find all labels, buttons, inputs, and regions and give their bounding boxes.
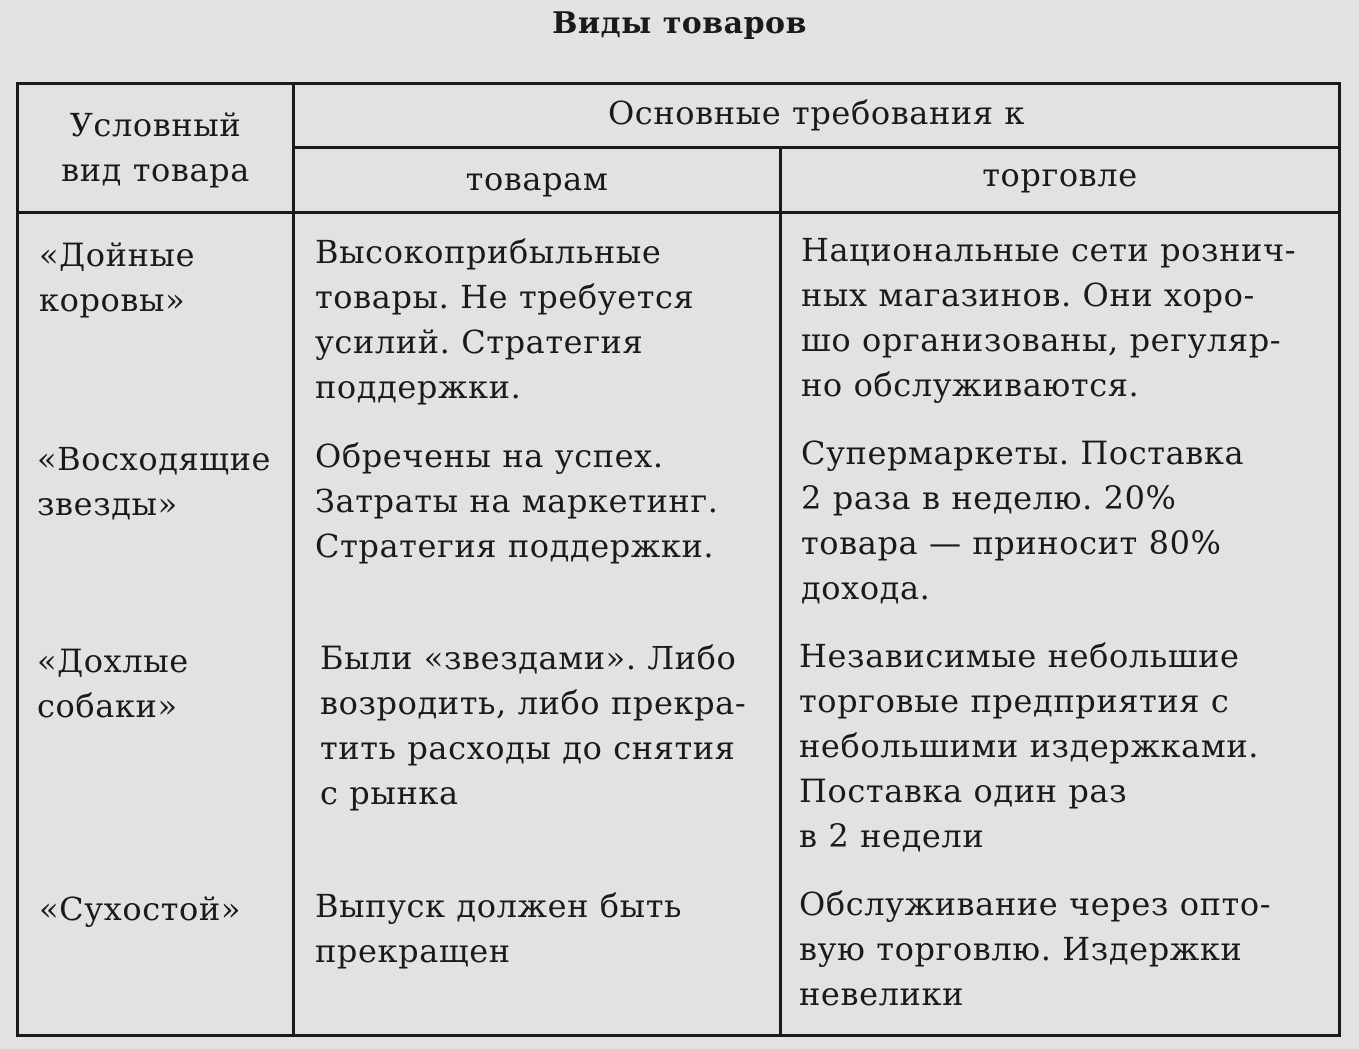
type-cell: «Дойные коровы» (39, 236, 196, 319)
header-trade-cell: торговле (982, 156, 1138, 194)
type-cell: «Восходящие звезды» (37, 440, 272, 523)
goods-cell: Были «звездами». Либо возродить, либо прекра- тить расходы до снятия с рынка (320, 639, 747, 812)
column-divider (292, 85, 295, 1034)
header-requirements-cell: Основные требования к (607, 94, 1026, 132)
trade-cell: Обслуживание через опто- вую торговлю. Издержки невелики (799, 885, 1272, 1013)
type-cell: «Сухостой» (39, 890, 241, 928)
trade-cell: Супермаркеты. Поставка 2 раза в неделю. 20% товара — приносит 80% дохода. (801, 434, 1245, 607)
table-title: Виды товаров (552, 6, 807, 41)
trade-cell: Независимые небольшие торговые предприятия с небольшими издержками. Поставка один раз в 2 недели (799, 637, 1260, 855)
trade-cell: Национальные сети рознич- ных магазинов. Они хоро- шо организованы, регуляр- но обслуживаются. (801, 231, 1297, 404)
goods-cell: Обречены на успех. Затраты на маркетинг. Стратегия поддержки. (315, 437, 719, 565)
header-type-cell: Условный вид товара (61, 106, 250, 189)
goods-types-table (16, 82, 1341, 1037)
goods-cell: Выпуск должен быть прекращен (315, 887, 683, 970)
row-divider (19, 211, 1338, 214)
column-divider (779, 148, 782, 1034)
row-divider (295, 146, 1338, 149)
goods-cell: Высокоприбыльные товары. Не требуется усилий. Стратегия поддержки. (315, 233, 695, 406)
header-goods-cell: товарам (465, 160, 609, 198)
type-cell: «Дохлые собаки» (37, 642, 189, 725)
